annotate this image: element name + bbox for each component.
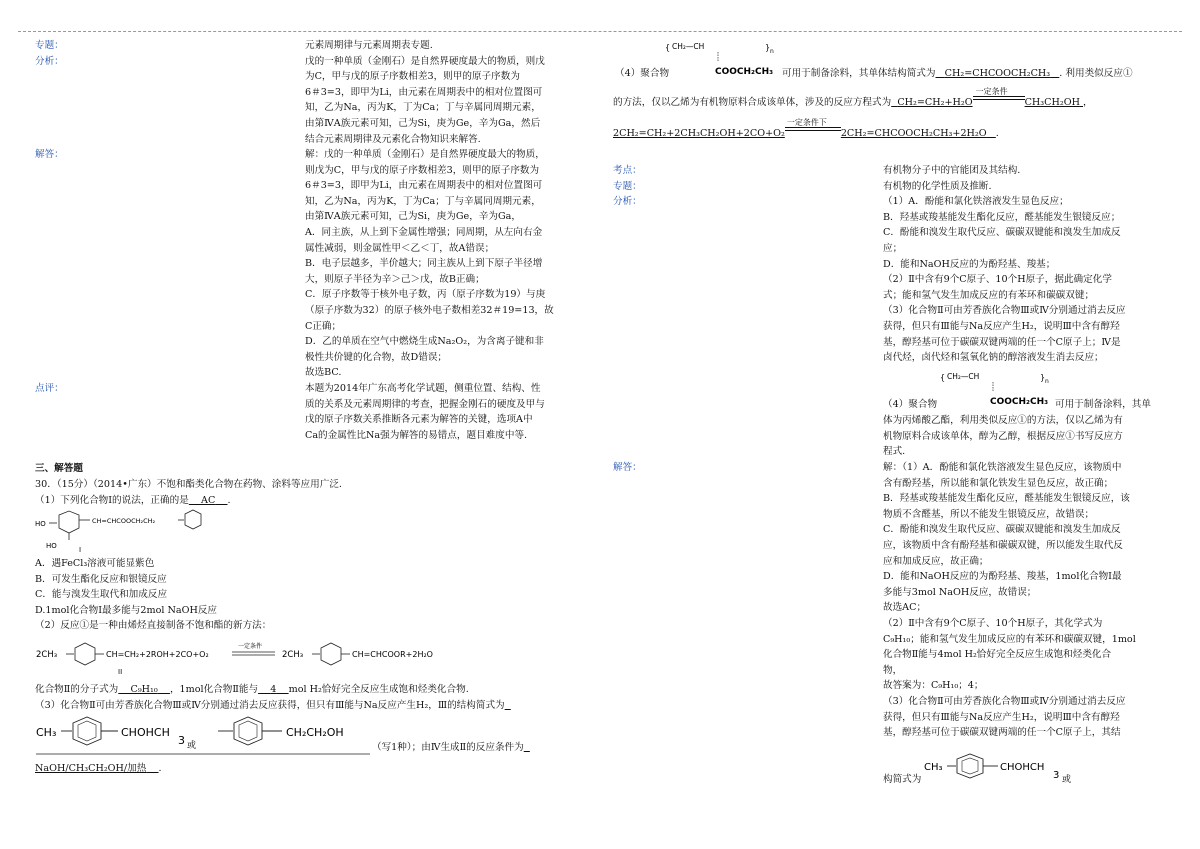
q4-eq1-comma: ， [1083, 97, 1093, 108]
q3-condition [35, 763, 159, 774]
text-line: Ca的金属性比Na强为解答的易错点，题目难度中等. [305, 429, 528, 441]
text-line: D．能和NaOH反应的为酚羟基、羧基； [883, 258, 1056, 270]
rxn-reactant-ch3: 2CH₃ [36, 650, 58, 660]
q30-intro: 30．（15分）（2014•广东）不饱和酯类化合物在药物、涂料等应用广泛. [35, 479, 342, 490]
arrow-line [973, 99, 1025, 100]
q4-monomer-text: CH₂=CHCOOCH₂CH₃ [944, 68, 1051, 79]
fenxi4-text [883, 413, 1123, 460]
q4-eq2-period: . [995, 128, 999, 139]
benzene-ring [957, 754, 983, 778]
text-line: C．酚能和溴发生取代反应、碳碳双键能和溴发生加成反 [883, 227, 1121, 239]
text-line: 体为丙烯酸乙酯，利用类似反应①的方法，仅以乙烯为有 [883, 415, 1123, 426]
rxn-label-ii: II [118, 668, 123, 676]
q3-condition-prompt: （写1种）；由Ⅳ生成Ⅱ的反应条件为 [372, 742, 524, 753]
text-line: C．原子序数等于核外电子数，丙（原子序数为19）与庚 [305, 289, 546, 301]
text-line: B．羟基或羧基能发生酯化反应，醛基能发生银镜反应，该 [883, 493, 1130, 505]
ho-top: HO [35, 520, 46, 528]
polymer-backbone: CH₂—CH [672, 42, 705, 51]
text-line: 解：（1）A．酚能和氯化铁溶液发生显色反应，该物质中 [883, 462, 1122, 473]
q4-eq2 [613, 118, 996, 139]
compound-i-label: I [79, 546, 82, 554]
struct3-subscript: 3 [178, 734, 185, 747]
q4-eq1-product: CH₃CH₂OH [1024, 97, 1080, 108]
q3-condition-line [35, 761, 162, 777]
q2-prompt: （2）反应①是一种由烯烃直接制备不饱和酯的新方法： [35, 620, 272, 631]
fenxi-label-right: 分析： [613, 196, 642, 208]
text-line: 属性减弱，则金属性甲＜乙＜丁，故A错误； [305, 242, 495, 254]
text-line: 卤代烃，卤代烃和氢氧化钠的醇溶液发生消去反应； [883, 352, 1104, 364]
text-line: 程式. [883, 446, 906, 458]
text-line: 戊的一种单质（金刚石）是自然界硬度最大的物质，则戊 [305, 55, 545, 67]
benzene-ring [321, 643, 341, 665]
option-c: C．能与溴发生取代和加成反应 [35, 589, 168, 601]
q3-prompt-text: （3）化合物Ⅱ可由芳香族化合物Ⅲ或Ⅳ分别通过消去反应获得，但只有Ⅲ能与Na反应产生H₂，Ⅲ的结构简式为 [35, 700, 505, 711]
section-heading: 三、解答题 [35, 463, 83, 474]
compound-i-structure [32, 508, 202, 554]
ho-bottom: HO [46, 542, 57, 550]
q4-monomer-prompt: 可用于制备涂料，其单体结构简式为 [782, 68, 936, 79]
q3-condition-text: NaOH/CH₃CH₂OH/加热 [35, 763, 147, 774]
arrow-line [785, 127, 841, 128]
text-line: 故选BC. [305, 367, 342, 379]
text-line: C．酚能和溴发生取代反应、碳碳双键能和溴发生加成反 [883, 524, 1121, 536]
q4-monomer-suffix: . 利用类似反应① [1059, 68, 1133, 79]
text-line: 式；能和氢气发生加成反应的有苯环和碳碳双键； [883, 289, 1095, 301]
zhuanti-label-left: 专题： [35, 40, 64, 51]
arrow-line [973, 96, 1025, 97]
q2-formula-answer [118, 684, 170, 695]
q4-eq2-condition: 一定条件下 [786, 118, 827, 127]
text-line: 故答案为：C₉H₁₀；4； [883, 680, 984, 692]
text-line: C₉H₁₀；能和氢气发生加成反应的有苯环和碳碳双键，1mol [883, 633, 1136, 645]
q2-formula-text: C₉H₁₀ [130, 684, 158, 695]
q1-answer [189, 495, 228, 506]
option-b: B．可发生酯化反应和银镜反应 [35, 573, 167, 585]
q3-condition-period: . [158, 763, 162, 774]
text-line: 基，醇羟基可位于碳碳双键两端的任一个C原子上；Ⅳ是 [883, 336, 1121, 348]
text-line: D．能和NaOH反应的为酚羟基、羧基，1mol化合物Ⅰ最 [883, 571, 1122, 583]
benzene-ring [59, 511, 79, 533]
q4-monomer-answer [936, 68, 1060, 79]
struct3-ch3: CH₃ [36, 726, 57, 739]
answer-subscript: 3 [1053, 770, 1060, 781]
text-line: 含有酚羟基，所以能和氯化铁发生显色反应，故正确； [883, 477, 1114, 489]
q4-eq2-products: 2CH₂=CHCOOCH₂CH₃+2H₂O [840, 128, 987, 139]
text-line: （2）Ⅱ中含有9个C原子、10个H原子，其化学式为 [883, 617, 1103, 629]
q3-blank-2 [524, 742, 530, 753]
text-line: （3）化合物Ⅱ可由芳香族化合物Ⅲ或Ⅳ分别通过消去反应 [883, 695, 1126, 707]
text-line: 6＃3=3，即甲为Li，由元素在周期表中的相对位置图可 [305, 180, 543, 192]
text-line: （1）A．酚能和氯化铁溶液发生显色反应； [883, 196, 1069, 208]
zhuanti-label-right: 专题： [613, 180, 642, 192]
polymer-bracket-right: } [765, 43, 771, 52]
compound-iii-structures [32, 714, 372, 758]
q2-h2-suffix: mol H₂恰好完全反应生成饱和烃类化合物. [288, 684, 469, 695]
q3-blank [505, 700, 511, 711]
text-line: B．羟基或羧基能发生酯化反应，醛基能发生银镜反应； [883, 211, 1121, 223]
text-line: 故选AC； [883, 602, 927, 614]
text-line: 大，则原子半径为辛＞己＞戊，故B正确； [305, 273, 485, 285]
option-a: A．遇FeCl₃溶液可能显紫色 [35, 558, 155, 569]
struct3-or: 或 [187, 741, 197, 751]
q3-tail [372, 740, 530, 756]
q2-h2-answer [258, 684, 289, 695]
text-line: 物质不含醛基，所以不能发生银镜反应，故错误； [883, 508, 1095, 520]
jieda-text-left [305, 147, 554, 381]
polymer-n: n [1045, 378, 1049, 385]
q2-h2-text: 4 [270, 684, 277, 695]
polymer-structure-top [665, 36, 777, 80]
text-line: 质的关系及元素周期律的考查，把握金刚石的硬度及甲与 [305, 398, 545, 410]
q1-line [35, 493, 231, 509]
text-line: （3）化合物Ⅱ可由芳香族化合物Ⅲ或Ⅳ分别通过消去反应 [883, 305, 1126, 317]
text-line: 则戊为C，甲与戊的原子序数相差3，则甲的原子序数为 [305, 164, 540, 176]
polymer-backbone: CH₂—CH [947, 372, 980, 381]
q4-eq2-arrow [785, 118, 841, 136]
polymer-ester: COOCH₂CH₃ [990, 397, 1049, 407]
q4-eq1-reactants: CH₂=CH₂+H₂O [897, 97, 973, 108]
arrow-line [785, 130, 841, 131]
q3-prompt [35, 698, 511, 714]
dianping-text [305, 381, 545, 443]
q4-line-3 [613, 118, 999, 142]
q4-eq1-arrow [973, 87, 1025, 105]
fenxi-label-left: 分析： [35, 55, 64, 67]
q2-answer-line [35, 682, 469, 698]
text-line: 知，乙为Na，丙为K，丁为Ca；丁与辛属同周期元素， [305, 195, 541, 207]
polymer-bracket-left: { [665, 43, 671, 52]
text-line: 获得，但只有Ⅲ能与Na反应产生H₂，说明Ⅲ中含有醇羟 [883, 320, 1120, 332]
text-line: 应和加成反应，故正确； [883, 555, 989, 567]
q4-eq1-condition: 一定条件 [975, 87, 1008, 96]
fenxi4-line [883, 397, 937, 413]
compound-iii-structure-answer [922, 752, 1102, 792]
text-line: 戊的原子序数关系推断各元素为解答的关键，选项A中 [305, 414, 533, 426]
jieda-label-right: 解答： [613, 462, 642, 473]
polymer-bracket-right: } [1040, 373, 1046, 382]
struct3-ch2ch2oh: CH₂CH₂OH [286, 726, 344, 739]
zhuanti-text-left: 元素周期律与元素周期表专题. [305, 40, 433, 51]
text-line: 机物原料合成该单体，醇为乙醇，根据反应①书写反应方 [883, 430, 1123, 442]
text-line: 获得，但只有Ⅲ能与Na反应产生H₂，说明Ⅲ中含有醇羟 [883, 711, 1120, 723]
reaction-1-scheme [32, 638, 462, 678]
fenxi-text-left [305, 54, 545, 148]
q1-answer-text: AC [201, 495, 216, 506]
text-line: 应，该物质中含有酚羟基和碳碳双键，所以能发生取代反 [883, 539, 1123, 551]
text-line: 物， [883, 664, 903, 676]
text-line: 6＃3=3，即甲为Li，由元素在周期表中的相对位置图可 [305, 86, 543, 98]
q4-line-2 [613, 87, 1093, 111]
text-line: 本题为2014年广东高考化学试题，侧重位置、结构、性 [305, 383, 541, 394]
text-line: 结合元素周期律及元素化合物知识来解答. [305, 133, 481, 145]
q2-h2-prompt: ，1mol化合物Ⅱ能与 [169, 684, 259, 695]
q4-eq1 [891, 87, 1083, 108]
option-d: D.1mol化合物Ⅰ最多能与2mol NaOH反应 [35, 604, 218, 616]
kaodian-text: 有机物分子中的官能团及其结构. [883, 165, 1021, 176]
text-line: 化合物Ⅱ能与4mol H₂恰好完全反应生成饱和烃类化合 [883, 649, 1112, 661]
top-dashed-rule [18, 31, 1182, 32]
dianping-label: 点评： [35, 383, 64, 394]
text-line: D．乙的单质在空气中燃烧生成Na₂O₂，为含离子键和非 [305, 336, 544, 348]
struct3-chohch: CHOHCH [121, 726, 170, 739]
rxn-condition: 一定条件 [238, 643, 263, 650]
polymer-bracket-left: { [940, 373, 946, 382]
fenxi-text-right [883, 194, 1126, 366]
text-line: （2）Ⅱ中含有9个C原子、10个H原子，据此确定化学 [883, 274, 1112, 286]
text-line: 为C，甲与戊的原子序数相差3，则甲的原子序数为 [305, 71, 520, 83]
text-line: 多能与3mol NaOH反应，故错误； [883, 586, 1037, 598]
polymer-n: n [770, 48, 774, 55]
rxn-reactants: CH=CH₂+2ROH+2CO+O₂ [106, 650, 209, 659]
q4-prompt: （4）聚合物 [615, 68, 670, 79]
polymer-ester: COOCH₂CH₃ [715, 67, 774, 77]
rxn-product-ch3: 2CH₃ [282, 650, 304, 660]
answer-ch3: CH₃ [924, 762, 943, 773]
kaodian-label: 考点： [613, 165, 642, 176]
zhuanti-text-right: 有机物的化学性质及推断. [883, 180, 992, 192]
text-line: 应； [883, 242, 903, 254]
q1-prompt: （1）下列化合物Ⅰ的说法，正确的是 [35, 495, 189, 506]
last-line-prefix: 构简式为 [883, 774, 922, 785]
polymer-structure-analysis [940, 366, 1052, 410]
q2-formula-prompt: 化合物Ⅱ的分子式为 [35, 684, 119, 695]
answer-chohch: CHOHCH [1000, 762, 1045, 773]
text-line: 由第ⅣA族元素可知，己为Si，庚为Ge，辛为Ga， [305, 211, 521, 223]
text-line: 知，乙为Na，丙为K，丁为Ca；丁与辛属同周期元素， [305, 102, 541, 114]
text-line: C正确； [305, 320, 342, 332]
text-line: 基，醇羟基可位于碳碳双键两端的任一个C原子上，其结 [883, 727, 1121, 739]
q4-equation-prompt: 的方法，仅以乙烯为有机物原料合成该单体，涉及的反应方程式为 [613, 97, 892, 108]
text-line: A．同主族，从上到下金属性增强；同周期，从左向右金 [305, 226, 543, 238]
fenxi4-prefix: （4）聚合物 [883, 399, 938, 410]
text-line: B．电子层越多，半价越大；同主族从上到下原子半径增 [305, 258, 543, 270]
text-line: 解：戊的一种单质（金刚石）是自然界硬度最大的物质， [305, 149, 545, 160]
q4-eq2-reactants: 2CH₂=CH₂+2CH₃CH₂OH+2CO+O₂ [613, 128, 785, 139]
text-line: 由第ⅣA族元素可知，己为Si，庚为Ge，辛为Ga，然后 [305, 117, 541, 129]
jieda-label-left: 解答： [35, 149, 64, 160]
answer-or: 或 [1062, 775, 1072, 785]
fenxi4-line-b: 可用于制备涂料，其单 [1055, 399, 1151, 410]
q4-line-1 [615, 66, 669, 82]
rxn-products: CH=CHCOOR+2H₂O [352, 650, 433, 659]
jieda-text-right [883, 460, 1136, 741]
q1-options [35, 556, 217, 618]
benzene-ring [75, 643, 95, 665]
compound-i-chain: CH=CHCOOCH₂CH₂ [92, 517, 156, 525]
q1-period: . [227, 495, 231, 506]
text-line: 极性共价键的化合物，故D错误； [305, 351, 448, 363]
q4-line-1b [782, 66, 1133, 82]
text-line: （原子序数为32）的原子核外电子数相差32＃19=13，故 [305, 304, 554, 316]
benzene-ring [185, 510, 201, 529]
